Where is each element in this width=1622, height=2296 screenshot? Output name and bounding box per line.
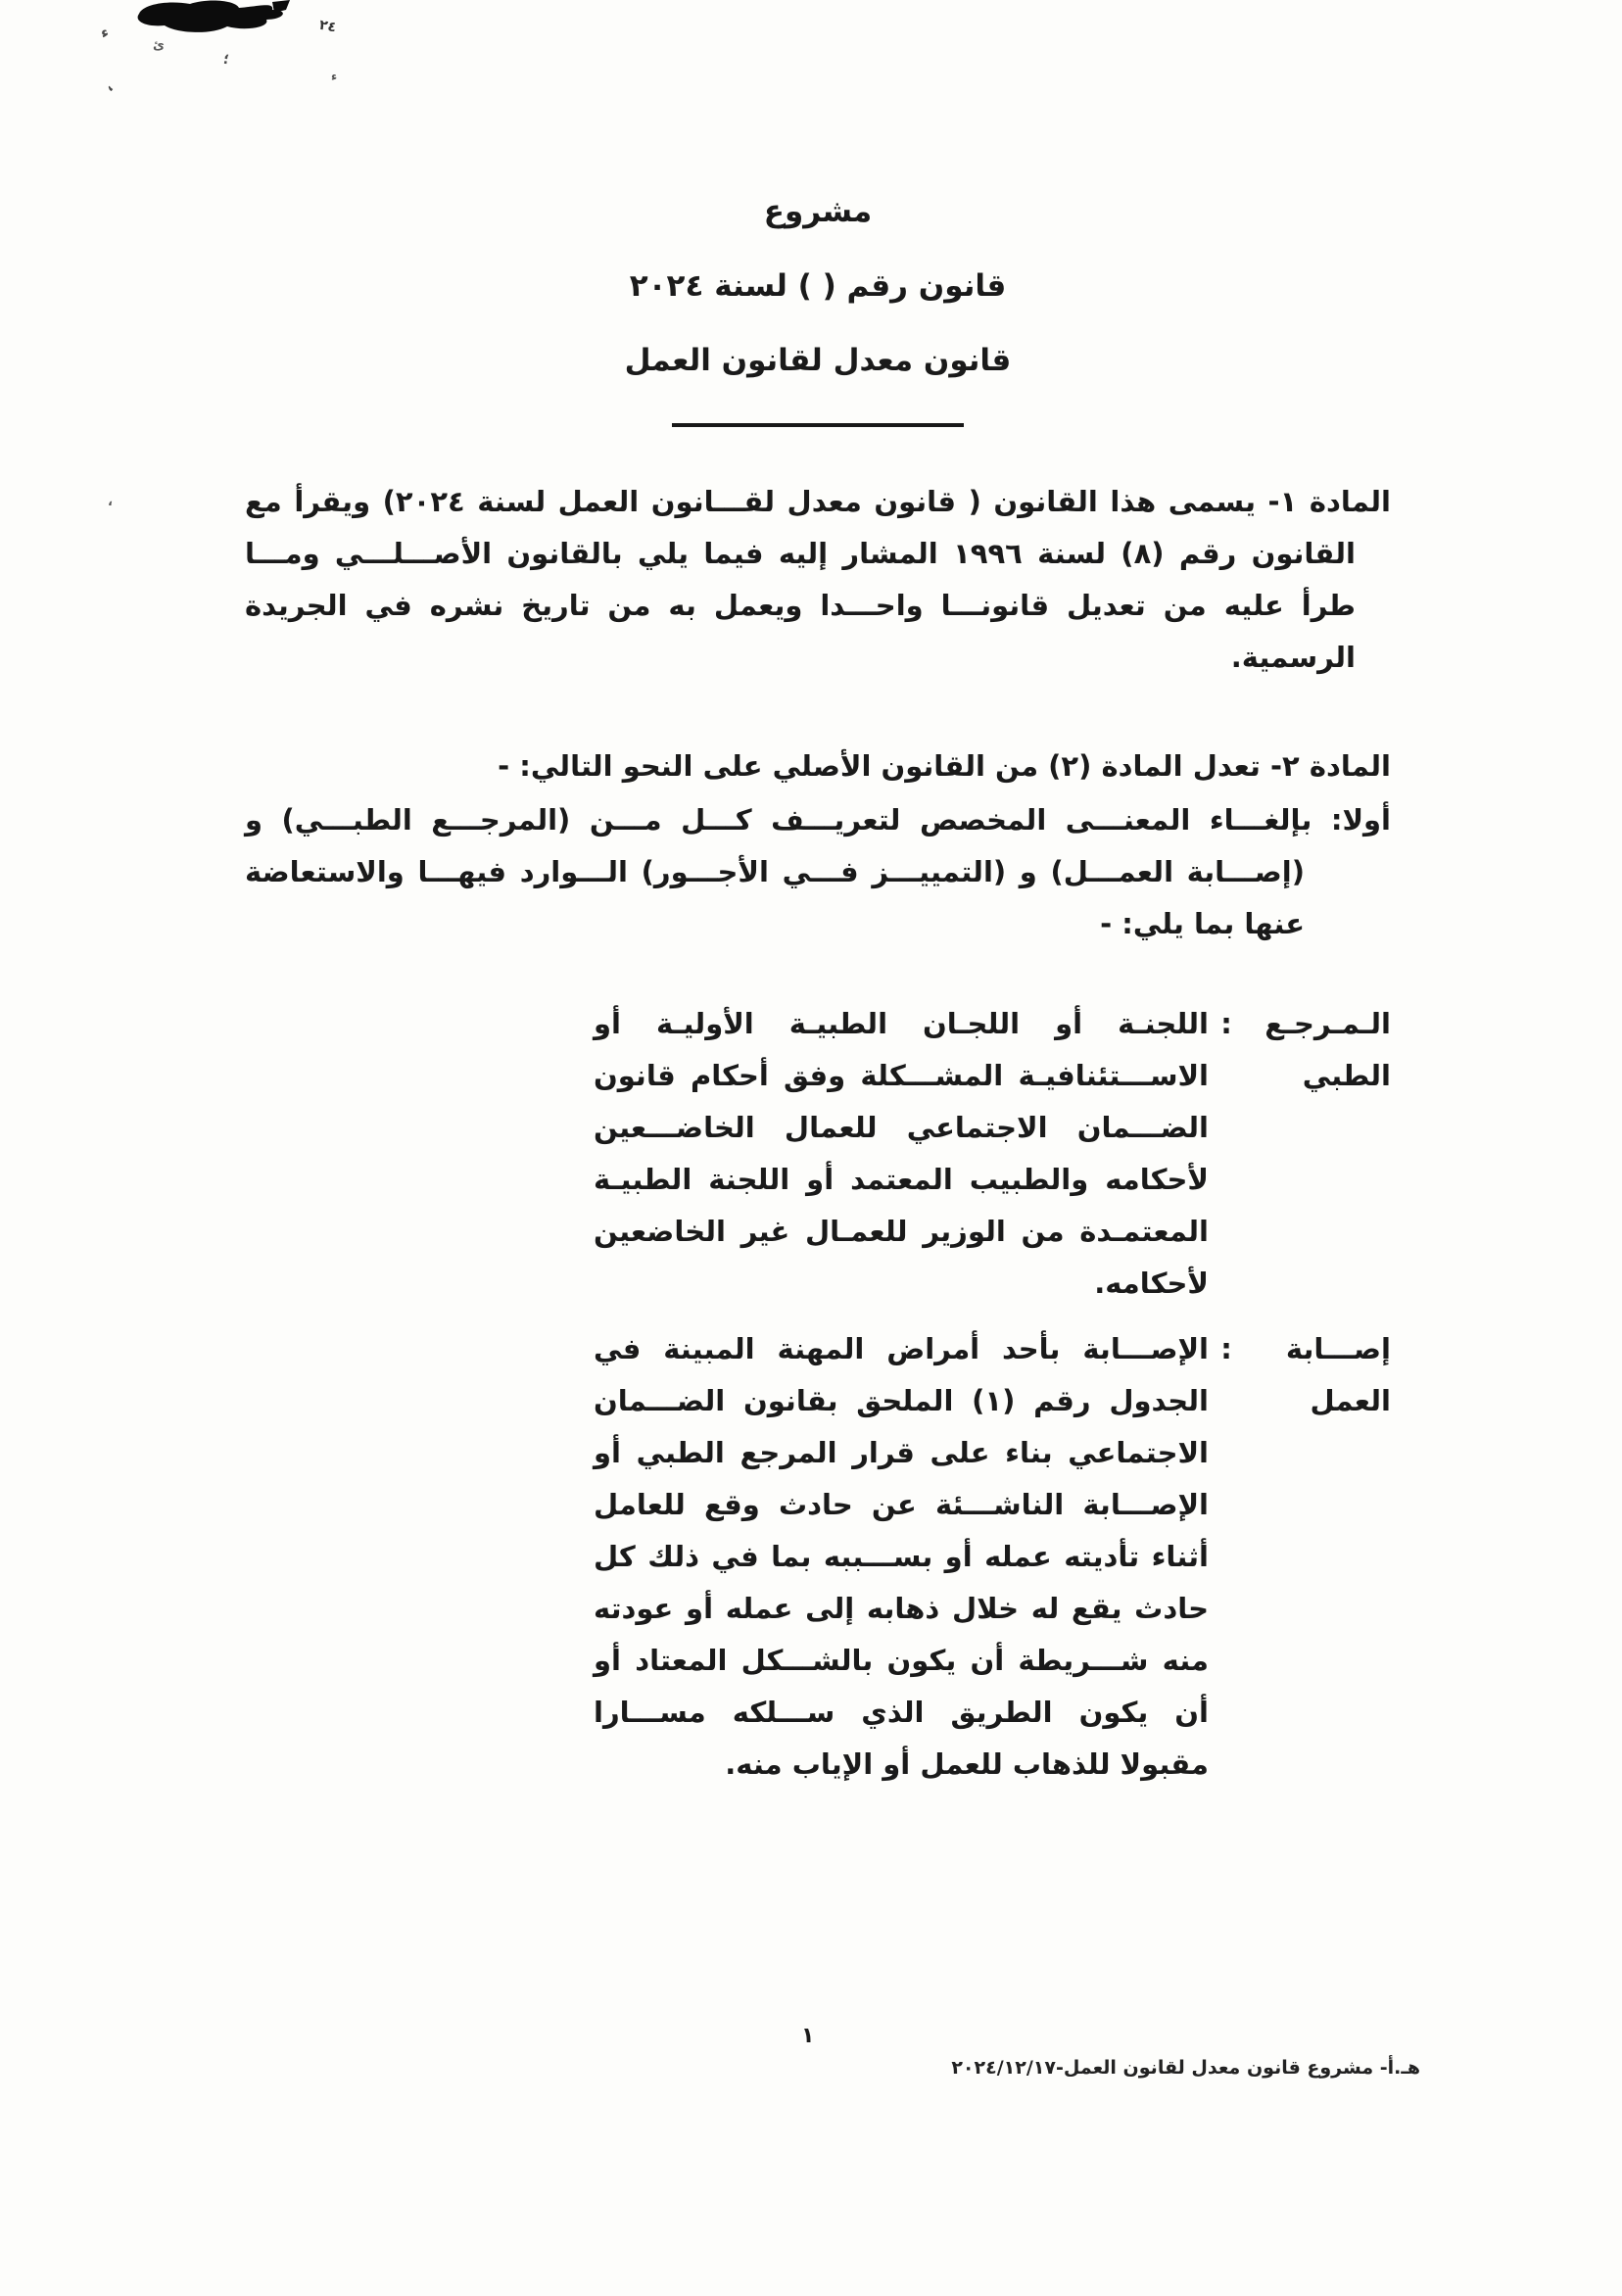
definition-text: الإصـــابة بأحد أمراض المهنة المبينة في الجدول رقم (١) الملحق بقانون الضـــمان الاجتماعي بناء على قرار المرجع الطبي أو الإصـــابة الناشـــئة عن حادث وقع للعامل أثناء تأديته عمله أو بســـببه بما في ذلك كل حادث يقع له خلال ذهابه إلى عمله أو عودته منه شـــريطة أن يكون بالشـــكل المعتاد أو أن يكون الطريق الذي ســـلكه مســـارا مقبولا للذهاب للعمل أو الإياب منه.: [594, 1331, 1209, 1782]
definition-term-line-1: إصـــابة: [1285, 1331, 1391, 1365]
definition-colon: :: [1220, 1331, 1232, 1365]
definition-work-injury: [245, 1323, 1391, 1792]
article-2-clause-first: أولا: بإلغـــاء المعنـــى المخصص لتعريـــف كـــل مـــن (المرجـــع الطبـــي) و (إصـــابة العمـــل) و (التمييـــز فـــي الأجـــور) الـــوارد فيهـــا والاستعاضة عنها بما يلي: -: [245, 803, 1391, 941]
title-line-project: مشروع: [763, 194, 873, 229]
scan-speck: ،: [108, 495, 113, 509]
title-line-law-number: قانون رقم ( ) لسنة ٢٠٢٤: [629, 268, 1007, 304]
definition-term: [1244, 1323, 1391, 1427]
footer-note: هـ.أ- مشروع قانون معدل لقانون العمل-٢٠٢٤/١٢/١٧: [951, 2057, 1420, 2079]
document-title: [245, 174, 1391, 427]
definition-colon: :: [1220, 1006, 1232, 1040]
definition-medical-reference: [245, 998, 1391, 1310]
definition-term-line-2: العمل: [1310, 1383, 1391, 1417]
article-1-paragraph: المادة ١- يسمى هذا القانون ( قانون معدل لقـــانون العمل لسنة ٢٠٢٤) ويقرأ مع القانون رقم (٨) لسنة ١٩٩٦ المشار إليه فيما يلي بالقانون الأصـــلـــي ومـــا طرأ عليه من تعديل قانونـــا واحـــدا ويعمل به من تاريخ نشره في الجريدة الرسمية.: [245, 485, 1391, 675]
document-body: [245, 174, 1391, 1791]
scan-speck: ٢٤: [317, 17, 338, 36]
scan-speck: ء: [98, 23, 111, 42]
definition-term-line-2: الطبي: [1302, 1058, 1391, 1092]
definition-term-line-1: الـمـرجـع: [1264, 1006, 1391, 1040]
title-underline: [672, 423, 964, 427]
scan-speck: ؛: [221, 51, 230, 69]
article-2-heading: المادة ٢- تعدل المادة (٢) من القانون الأصلي على النحو التالي: -: [498, 749, 1391, 784]
title-line-law-name: قانون معدل لقانون العمل: [624, 343, 1012, 378]
definition-text: اللجنـة أو اللجـان الطبيـة الأوليـة أو الاســـتئنافيـة المشـــكلة وفق أحكام قانون الضـــمان الاجتماعي للعمال الخاضـــعين لأحكامه والطبيب المعتمد أو اللجنة الطبيـة المعتمـدة من الوزير للعمـال غير الخاضعين لأحكامه.: [594, 1006, 1209, 1300]
scan-speck: ء: [331, 70, 338, 83]
scan-artifact-blob: [125, 0, 297, 45]
definitions-section: [245, 998, 1391, 1792]
scan-speck: ،: [99, 79, 118, 95]
scan-speck: ئ: [153, 38, 165, 53]
definition-term: [1244, 998, 1391, 1102]
page-number: ١: [801, 2024, 815, 2048]
